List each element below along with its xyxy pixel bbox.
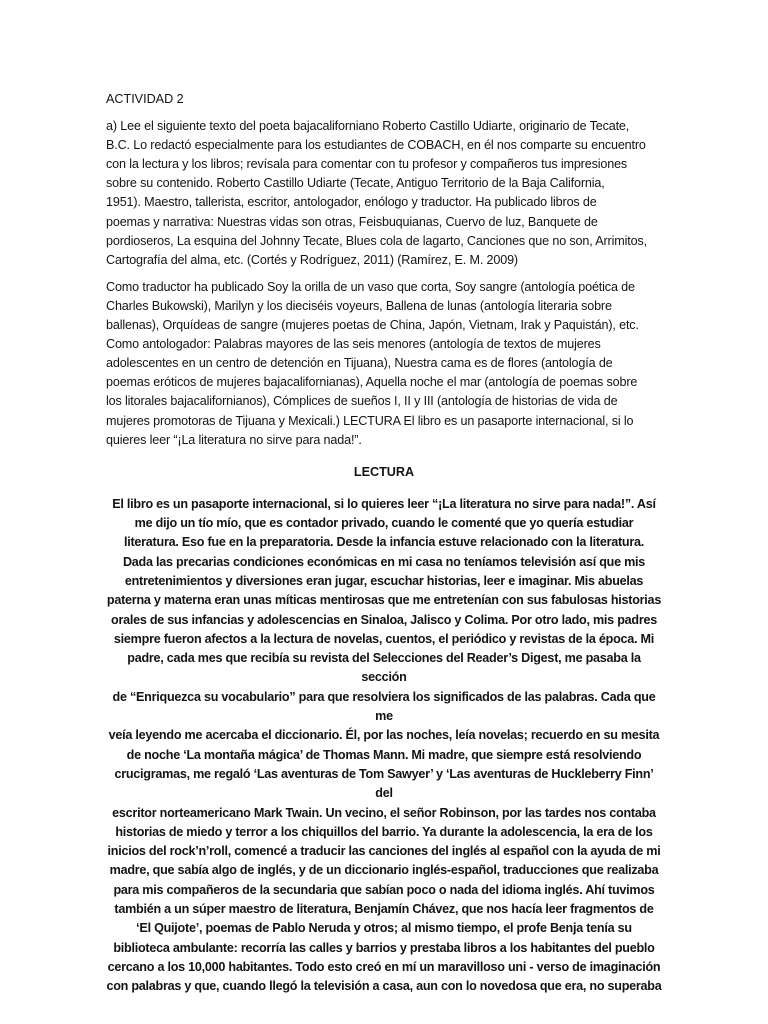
- reading-text: El libro es un pasaporte internacional, si lo quieres leer “¡La literatura no sirve para nada!”. Así me dijo un tío mío, que es contador privado, cuando le comenté que yo quería estudiar literatura. Eso fue en la preparatoria. Desde la infancia estuve relacionado con la literatura. Dada las precarias condiciones económicas en mi casa no teníamos televisión así que mis entretenimientos y diversiones eran jugar, escuchar historias, leer e imaginar. Mis abuelas paterna y materna eran unas míticas mentirosas que me entretenían con sus fabulosas historias orales de sus infancias y adolescencias en Sinaloa, Jalisco y Colima. Por otro lado, mis padres siempre fueron afectos a la lectura de novelas, cuentos, el periódico y revistas de la época. Mi padre, cada mes que recibía su revista del Selecciones del Reader’s Digest, me pasaba la sección de “Enriquezca su vocabulario” para que resolviera los significados de las palabras. Cada que me veía leyendo me acercaba el diccionario. Él, por las noches, leía novelas; recuerdo en su mesita de noche ‘La montaña mágica’ de Thomas Mann. Mi madre, que siempre está resolviendo crucigramas, me regaló ‘Las aventuras de Tom Sawyer’ y ‘Las aventuras de Huckleberry Finn’ del escritor norteamericano Mark Twain. Un vecino, el señor Robinson, por las tardes nos contaba historias de miedo y terror a los chiquillos del barrio. Ya durante la adolescencia, la era de los inicios del rock’n’roll, comencé a traducir las canciones del inglés al español con la ayuda de mi madre, que sabía algo de inglés, y de un diccionario inglés-español, traducciones que realizaba para mis compañeros de la secundaria que sabían poco o nada del idioma inglés. Ahí tuvimos también a un súper maestro de literatura, Benjamín Chávez, que nos hacía leer fragmentos de ‘El Quijote’, poemas de Pablo Neruda y otros; al mismo tiempo, el profe Benja tenía su biblioteca ambulante: recorría las calles y barrios y prestaba libros a los habitantes del pueblo cercano a los 10,000 habitantes. Todo esto creó en mí un maravilloso uni - verso de imaginación con palabras y que, cuando llegó la televisión a casa, aun con lo novedosa que era, no superaba: [106, 496, 662, 994]
- section-heading: LECTURA: [353, 464, 415, 479]
- intro-paragraph: a) Lee el siguiente texto del poeta bajacaliforniano Roberto Castillo Udiarte, originario de Tecate, B.C. Lo redactó especialmente para los estudiantes de COBACH, en él nos comparte su encuentro con la lectura y los libros; revísala para comentar con tu profesor y compañeros tus impresiones sobre su contenido. Roberto Castillo Udiarte (Tecate, Antiguo Territorio de la Baja California, 1951). Maestro, tallerista, escritor, antologador, enólogo y traductor. Ha publicado libros de poemas y narrativa: Nuestras vidas son otras, Feisbuquianas, Cuervo de luz, Banquete de pordioseros, La esquina del Johnny Tecate, Blues cola de lagarto, Canciones que no son, Arrimitos, Cartografía del alma, etc. (Cortés y Rodríguez, 2011) (Ramírez, E. M. 2009): [106, 119, 647, 267]
- document-content: [106, 90, 662, 997]
- translator-paragraph: Como traductor ha publicado Soy la orilla de un vaso que corta, Soy sangre (antología poética de Charles Bukowski), Marilyn y los dieciséis voyeurs, Ballena de lunas (antología literaria sobre ballenas), Orquídeas de sangre (mujeres poetas de China, Japón, Vietnam, Irak y Paquistán), etc. Como antologador: Palabras mayores de las seis menores (antología de textos de mujeres adolescentes en un centro de detención en Tijuana), Nuestra cama es de flores (antología de poemas eróticos de mujeres bajacalifornianas), Aquella noche el mar (antología de poemas sobre los litorales bajacalifornianos), Cómplices de sueños I, II y III (antología de historias de vida de mujeres promotoras de Tijuana y Mexicali.) LECTURA El libro es un pasaporte internacional, si lo quieres leer “¡La literatura no sirve para nada!”.: [106, 279, 639, 447]
- activity-title: ACTIVIDAD 2: [106, 92, 184, 106]
